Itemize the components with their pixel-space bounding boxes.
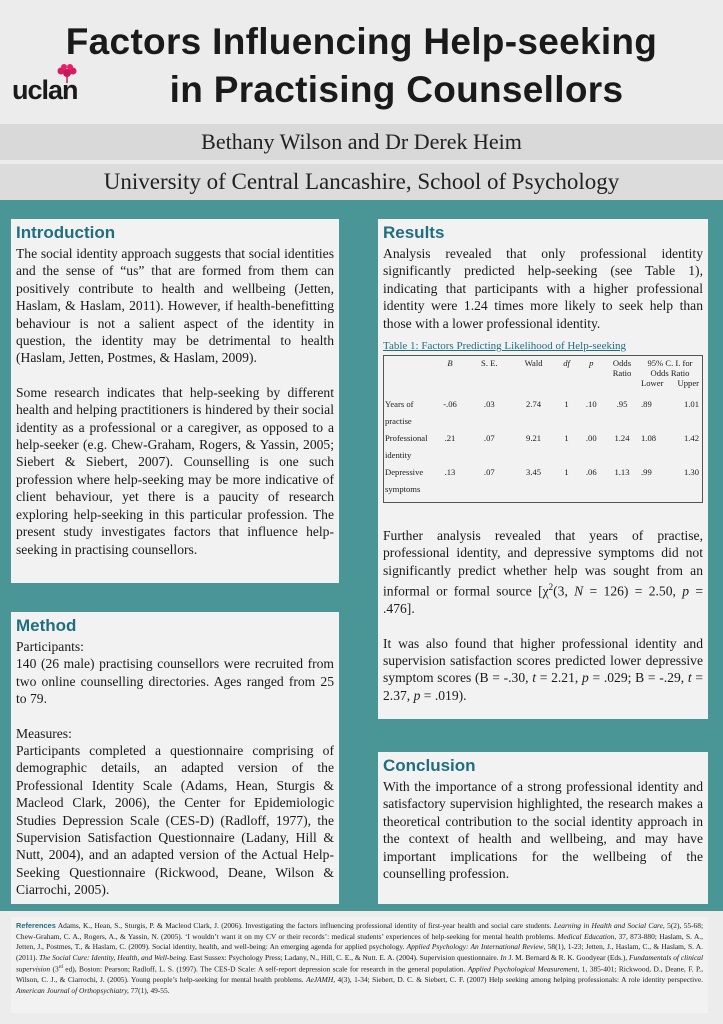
results-paragraph-1: Analysis revealed that only professional identity significantly predicted help-seeking (see Table 1), indicating that participants with a higher professional identity were 1.24 times more likely to seek help than those with a lower professional identity. — [383, 246, 703, 331]
results-heading: Results — [383, 223, 445, 242]
table-row — [384, 396, 703, 430]
introduction-paragraph-1: The social identity approach suggests that social identities and the sense of “us” that are formed from them can positively contribute to health and wellbeing (Jetten, Haslam, & Haslam, 2011). However, if health-benefitting behaviour is not a salient aspect of the identity in question, the identity may be detrimental to health (Haslam, Jetten, Postmes, & Haslam, 2009). — [16, 246, 334, 366]
table-header-wald: Wald — [524, 358, 543, 369]
cell-wald: 9.21 — [526, 433, 542, 444]
cell-or: 1.13 — [614, 467, 630, 478]
ci-upper-header: Upper — [677, 378, 699, 389]
authors-bar: Bethany Wilson and Dr Derek Heim — [0, 124, 723, 160]
conclusion-text: With the importance of a strong professional identity and satisfactory supervision highlighted, the research makes a theoretical contribution to the social identity approach in the context of health and wellbeing, and may have important implications for the wellbeing of the counselling profession. — [383, 779, 703, 882]
measures-text: Participants completed a questionnaire comprising of demographic details, an adapted version of the Professional Identity Scale (Adams, Hean, Sturgis & Macleod Clark, 2006), the Center for Epidemiologic Studies Depression Scale (CES-D) (Radloff, 1977), the Supervision Satisfaction Questionnaire (Ladany, Hill & Nutt, 2004), and an adapted version of the Actual Help-Seeking Questionnaire (Rickwood, Deane, Wilson & Ciarrochi, 2005). — [16, 743, 334, 898]
participants-text: 140 (26 male) practising counsellors were recruited from two online counselling directories. Ages ranged from 25 to 79. — [16, 656, 334, 707]
cell-wald: 3.45 — [526, 467, 542, 478]
cell-b: -.06 — [443, 399, 457, 410]
references-panel: References Adams, K., Hean, S., Sturgis, P. & Macleod Clark, J. (2006). Investigating the factors influencing professional identity of first-year health and social care students. Learning in Health and Social Care, 5(2), 55-68; Chew-Graham, C. A., Rogers, A., & Yassin, N. (2005). ‘I wouldn’t want it on my CV or their records’: medical students’ experiences of help-seeking for mental health problems. Medical Education, 37, 873-880; Haslam, S. A., Jetten, J., Postmes, T., & Haslam, C. (2009). Social identity, health, and well-being: An emerging agenda for applied psychology. Applied Psychology: An International Review, 58(1), 1-23; Jetten, J., Haslam, C., & Haslam, S. A. (2011). The Social Cure: Identity, Health, and Well-being. East Sussex: Psychology Press; Ladany, N., Hill, C. E., & Nutt. E. A. (2004). Supervision questionnaire. In J. M. Bernard & R. K. Goodyear (Eds.), Fundamentals of clinical supervision (3rd ed), Boston: Pearson; Radloff, L. S. (1997). The CES-D Scale: A self-report depression scale for research in the general population. Applied Psychological Measurement, 1, 385-401; Rickwood, D., Deane, F. P., Wilson, C. J., & Ciarrochi, J. (2005). Young people’s help-seeking for mental health problems. AeJAMH, 4(3), 1-34; Siebert, D. C. & Siebert, C. F. (2007) Help seeking among helping professionals: A role identity perspective. American Journal of Orthopsychiatry, 77(1), 49-55. — [11, 917, 708, 1013]
cell-df: 1 — [564, 433, 569, 444]
table-header-label — [384, 356, 433, 391]
references-heading: References — [16, 921, 56, 930]
cell-or: .95 — [616, 399, 628, 410]
cell-ci: 1.08 1.42 — [641, 433, 699, 444]
cell-p: .10 — [585, 399, 597, 410]
cell-wald: 2.74 — [526, 399, 542, 410]
row-label: Depressive symptoms — [385, 467, 424, 495]
method-heading: Method — [16, 616, 77, 635]
row-label: Years of practise — [385, 399, 414, 427]
introduction-heading: Introduction — [16, 223, 116, 242]
ci-lower-header: Lower — [641, 378, 664, 389]
measures-label: Measures: — [16, 725, 72, 741]
cell-ci: .89 1.01 — [641, 399, 699, 410]
table-row — [384, 430, 703, 464]
uclan-logo — [12, 67, 86, 107]
affiliation-bar: University of Central Lancashire, School of Psychology — [0, 164, 723, 200]
table-header-df: df — [563, 358, 570, 369]
introduction-panel — [11, 219, 339, 583]
table-header-ci: 95% C. I. for Odds Ratio Lower Upper — [641, 358, 699, 389]
cell-b: .13 — [444, 467, 456, 478]
results-panel — [378, 219, 708, 719]
poster-title-line-2: in Practising Counsellors — [169, 69, 624, 110]
logo-text: uclan — [12, 75, 78, 105]
table-header-b: B — [447, 358, 453, 369]
table-header-p: p — [589, 358, 594, 369]
cell-b: .21 — [444, 433, 456, 444]
cell-ci: .99 1.30 — [641, 467, 699, 478]
poster-header — [0, 0, 723, 200]
cell-se: .07 — [483, 433, 495, 444]
results-table — [383, 355, 703, 503]
participants-label: Participants: — [16, 639, 84, 654]
table-header-odds-ratio: Odds Ratio — [612, 358, 632, 379]
results-paragraph-3: It was also found that higher professional identity and supervision satisfaction scores predicted lower depressive symptom scores (B = -.30, t = 2.21, p = .029; B = -.29, t = 2.37, p = .019). — [383, 635, 703, 703]
cell-df: 1 — [564, 399, 569, 410]
cell-df: 1 — [564, 467, 569, 478]
cell-or: 1.24 — [614, 433, 630, 444]
table-header-row — [384, 356, 703, 391]
cell-se: .07 — [483, 467, 495, 478]
cell-p: .06 — [585, 467, 597, 478]
row-label: Professional identity — [385, 433, 428, 461]
results-paragraph-2: Further analysis revealed that years of practise, professional identity, and depressive symptoms did not significantly predict whether help was sought from an informal or formal source [$\chi^2(3$, N = 126) = 2.50, p = .476]. — [383, 528, 703, 617]
table-caption: Table 1: Factors Predicting Likelihood of Help-seeking — [383, 340, 627, 353]
conclusion-heading: Conclusion — [383, 756, 476, 775]
cell-p: .00 — [585, 433, 597, 444]
introduction-paragraph-2: Some research indicates that help-seeking by different health and helping practitioners is hindered by their social identity as a professional or a caregiver, as opposed to a help-seeker (e.g. Chew-Graham, Rogers, & Yassin, 2005; Siebert & Siebert, 2007). Counselling is one such profession where help-seeking may be more indicative of client behaviour, yet there is a paucity of research exploring help-seeking in this particular profession. The present study investigates factors that influence help-seeking in practising counsellors. — [16, 384, 334, 557]
conclusion-panel — [378, 752, 708, 904]
cell-se: .03 — [483, 399, 495, 410]
table-header-se: S. E. — [481, 358, 498, 369]
method-panel — [11, 612, 339, 904]
table-row — [384, 464, 703, 498]
poster-title-line-1: Factors Influencing Help-seeking — [65, 21, 658, 62]
